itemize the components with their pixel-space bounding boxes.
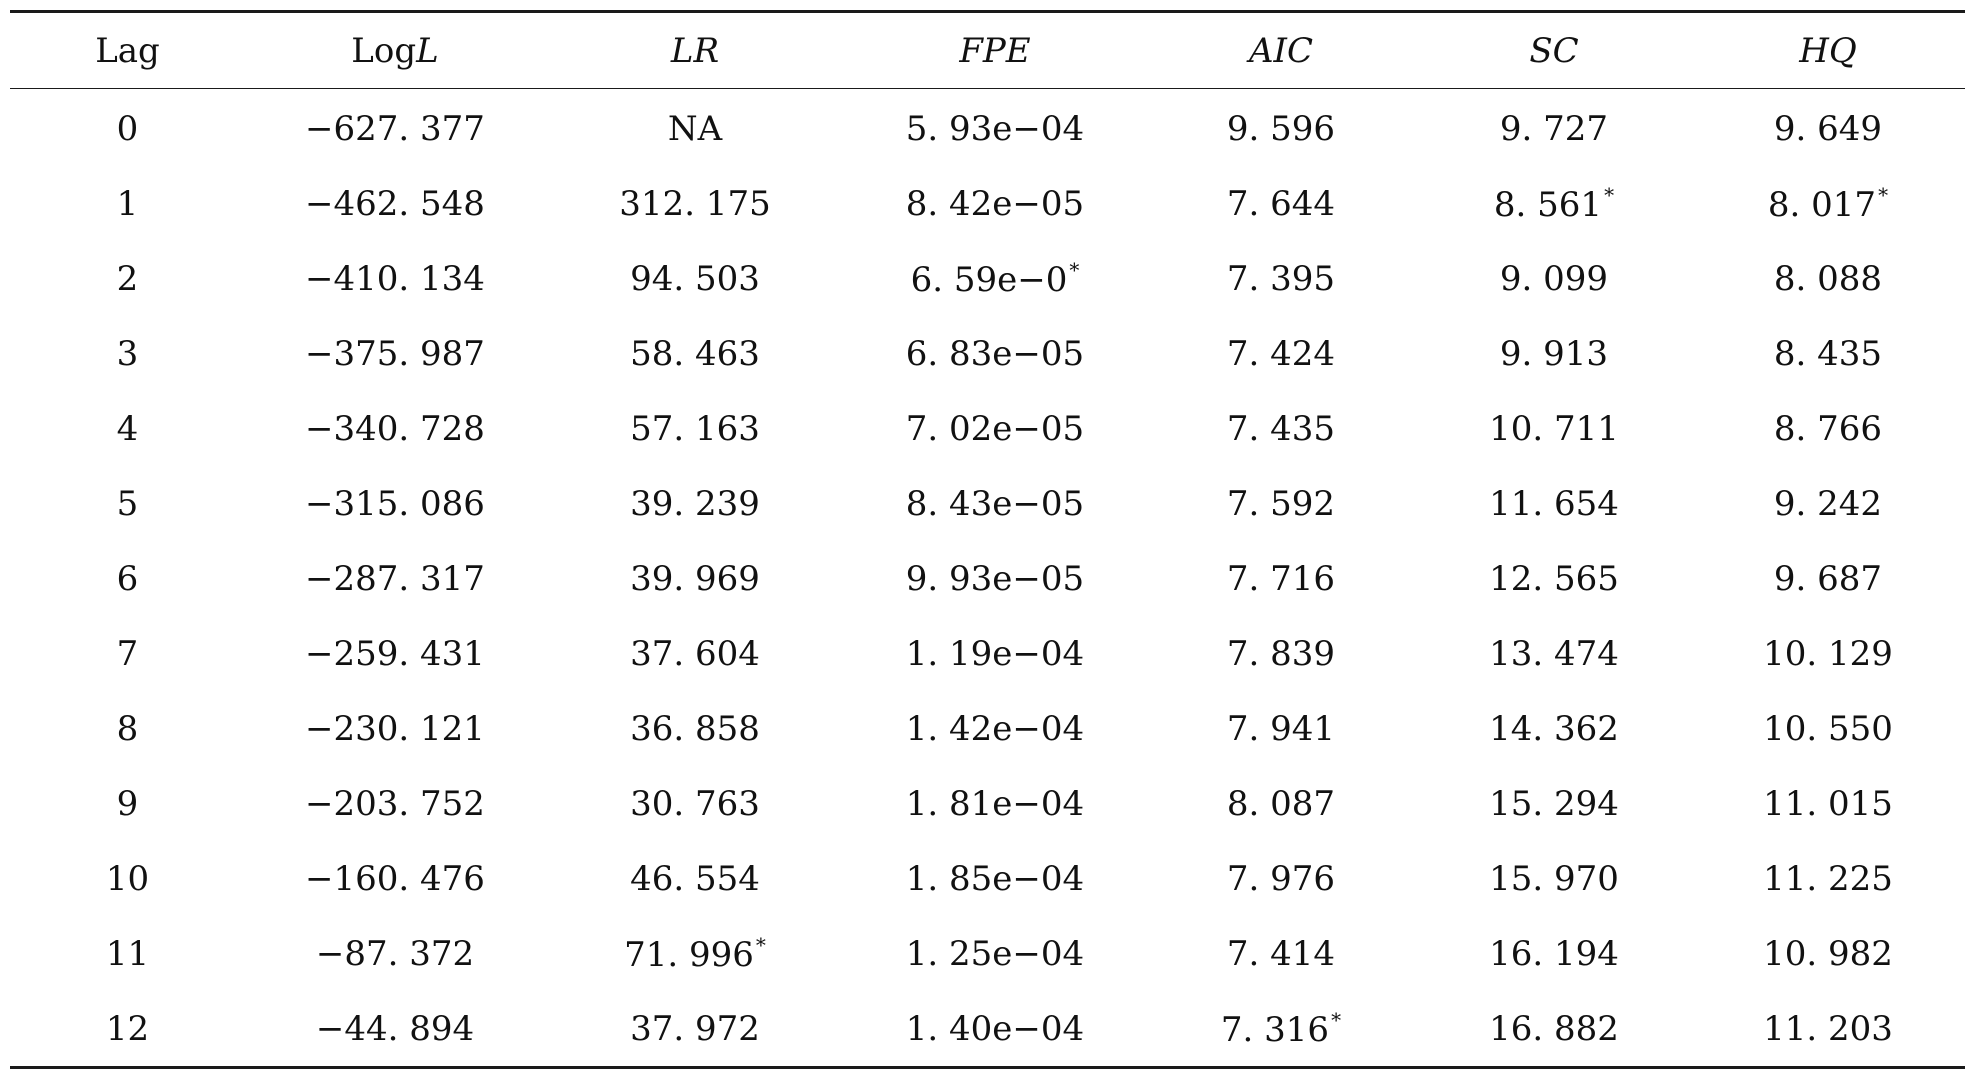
cell-value: −315. 086 [305, 483, 485, 524]
cell-value: 1. 19e−04 [905, 633, 1085, 674]
cell-lr [545, 316, 845, 391]
cell-aic [1145, 541, 1417, 616]
cell-value: 8. 088 [1773, 258, 1883, 299]
cell-value: 9. 596 [1226, 108, 1336, 149]
cell-value: 4 [116, 408, 139, 449]
cell-fpe [845, 166, 1145, 241]
cell-value: 8. 435 [1773, 333, 1883, 374]
significance-marker: * [1331, 1007, 1342, 1032]
cell-fpe [845, 691, 1145, 766]
cell-value: 37. 972 [630, 1008, 760, 1049]
cell-value: 7. 02e−05 [905, 408, 1085, 449]
cell-fpe [845, 241, 1145, 316]
cell-value: 9. 649 [1773, 108, 1883, 149]
cell-lag [10, 316, 245, 391]
cell-lag [10, 841, 245, 916]
cell-sc [1417, 89, 1691, 167]
cell-lr [545, 841, 845, 916]
table-row [10, 541, 1965, 616]
cell-value: 1 [116, 183, 139, 224]
table-row [10, 616, 1965, 691]
cell-value: 46. 554 [630, 858, 760, 899]
cell-value: 7. 414 [1226, 933, 1336, 974]
cell-hq [1691, 691, 1965, 766]
cell-value: −203. 752 [305, 783, 485, 824]
cell-value: 9. 099 [1499, 258, 1609, 299]
table-row [10, 991, 1965, 1068]
cell-value: −462. 548 [305, 183, 485, 224]
cell-value: 2 [116, 258, 139, 299]
header-sc: SC [1529, 30, 1579, 71]
cell-value: 8. 766 [1773, 408, 1883, 449]
cell-fpe [845, 541, 1145, 616]
cell-lag [10, 691, 245, 766]
cell-value: 6. 59e−0 [910, 259, 1068, 300]
cell-logl [245, 541, 545, 616]
cell-value: 15. 294 [1489, 783, 1619, 824]
cell-value: 11. 654 [1489, 483, 1619, 524]
cell-value: 7. 839 [1226, 633, 1336, 674]
cell-lag [10, 89, 245, 167]
cell-sc [1417, 916, 1691, 991]
cell-fpe [845, 916, 1145, 991]
cell-value: 8. 43e−05 [905, 483, 1085, 524]
cell-fpe [845, 316, 1145, 391]
cell-lag [10, 616, 245, 691]
cell-value: 14. 362 [1489, 708, 1619, 749]
cell-value: 7. 435 [1226, 408, 1336, 449]
cell-sc [1417, 391, 1691, 466]
cell-value: 6. 83e−05 [905, 333, 1085, 374]
cell-logl [245, 466, 545, 541]
cell-fpe [845, 391, 1145, 466]
cell-value: 57. 163 [630, 408, 760, 449]
cell-value: 1. 25e−04 [905, 933, 1085, 974]
cell-value: 16. 882 [1489, 1008, 1619, 1049]
significance-marker: * [1878, 182, 1889, 207]
cell-lag [10, 391, 245, 466]
cell-hq [1691, 166, 1965, 241]
cell-aic [1145, 766, 1417, 841]
cell-hq [1691, 766, 1965, 841]
cell-value: 30. 763 [630, 783, 760, 824]
cell-value: 7. 941 [1226, 708, 1336, 749]
cell-value: 7 [116, 633, 139, 674]
cell-value: 71. 996 [624, 934, 754, 975]
cell-value: 9 [116, 783, 139, 824]
cell-value: 8. 017 [1767, 184, 1877, 225]
cell-value: 11. 015 [1763, 783, 1893, 824]
table-row [10, 916, 1965, 991]
cell-lr [545, 916, 845, 991]
cell-logl [245, 991, 545, 1068]
significance-marker: * [755, 932, 766, 957]
cell-value: NA [667, 108, 723, 149]
cell-value: −375. 987 [305, 333, 485, 374]
table-row [10, 89, 1965, 167]
cell-aic [1145, 241, 1417, 316]
cell-lr [545, 241, 845, 316]
cell-fpe [845, 841, 1145, 916]
cell-value: 1. 81e−04 [905, 783, 1085, 824]
cell-value: −230. 121 [305, 708, 485, 749]
cell-value: 9. 727 [1499, 108, 1609, 149]
cell-aic [1145, 916, 1417, 991]
cell-value: 7. 716 [1226, 558, 1336, 599]
header-lag: Lag [95, 30, 160, 71]
cell-value: 1. 42e−04 [905, 708, 1085, 749]
cell-value: −287. 317 [305, 558, 485, 599]
cell-logl [245, 241, 545, 316]
cell-lag [10, 466, 245, 541]
cell-value: 6 [116, 558, 139, 599]
table-row [10, 691, 1965, 766]
header-fpe: FPE [959, 30, 1031, 71]
cell-logl [245, 316, 545, 391]
cell-value: −160. 476 [305, 858, 485, 899]
cell-fpe [845, 466, 1145, 541]
cell-value: 39. 239 [630, 483, 760, 524]
cell-aic [1145, 316, 1417, 391]
cell-value: 8. 561 [1493, 184, 1603, 225]
cell-hq [1691, 391, 1965, 466]
cell-logl [245, 691, 545, 766]
cell-lag [10, 241, 245, 316]
cell-aic [1145, 466, 1417, 541]
cell-value: 36. 858 [630, 708, 760, 749]
cell-value: 11 [105, 933, 150, 974]
cell-value: 9. 687 [1773, 558, 1883, 599]
cell-value: 11. 225 [1763, 858, 1893, 899]
cell-value: 7. 592 [1226, 483, 1336, 524]
cell-value: 39. 969 [630, 558, 760, 599]
header-hq: HQ [1799, 30, 1857, 71]
significance-marker: * [1069, 257, 1080, 282]
table-row [10, 391, 1965, 466]
table-row [10, 316, 1965, 391]
cell-hq [1691, 316, 1965, 391]
cell-value: 94. 503 [630, 258, 760, 299]
cell-logl [245, 766, 545, 841]
cell-value: 5 [116, 483, 139, 524]
cell-value: 10. 550 [1763, 708, 1893, 749]
cell-value: 58. 463 [630, 333, 760, 374]
cell-value: 9. 242 [1773, 483, 1883, 524]
cell-sc [1417, 166, 1691, 241]
cell-hq [1691, 916, 1965, 991]
cell-aic [1145, 616, 1417, 691]
cell-aic [1145, 991, 1417, 1068]
cell-value: 7. 644 [1226, 183, 1336, 224]
cell-fpe [845, 89, 1145, 167]
cell-sc [1417, 766, 1691, 841]
cell-fpe [845, 991, 1145, 1068]
cell-value: −340. 728 [305, 408, 485, 449]
cell-value: 10. 129 [1763, 633, 1893, 674]
cell-sc [1417, 541, 1691, 616]
cell-value: 7. 424 [1226, 333, 1336, 374]
cell-sc [1417, 316, 1691, 391]
cell-value: 5. 93e−04 [905, 108, 1085, 149]
cell-value: −627. 377 [305, 108, 485, 149]
cell-value: 7. 395 [1226, 258, 1336, 299]
cell-hq [1691, 89, 1965, 167]
cell-value: 1. 40e−04 [905, 1008, 1085, 1049]
cell-value: 12. 565 [1489, 558, 1619, 599]
lag-selection-table-container [10, 10, 1965, 1069]
cell-hq [1691, 991, 1965, 1068]
cell-aic [1145, 841, 1417, 916]
cell-value: 8. 42e−05 [905, 183, 1085, 224]
cell-value: 15. 970 [1489, 858, 1619, 899]
cell-sc [1417, 991, 1691, 1068]
cell-lr [545, 391, 845, 466]
significance-marker: * [1604, 182, 1615, 207]
cell-lr [545, 541, 845, 616]
cell-lag [10, 916, 245, 991]
cell-value: 10. 982 [1763, 933, 1893, 974]
cell-value: −410. 134 [305, 258, 485, 299]
table-row [10, 841, 1965, 916]
cell-logl [245, 916, 545, 991]
cell-value: 11. 203 [1763, 1008, 1893, 1049]
cell-aic [1145, 166, 1417, 241]
cell-value: 8 [116, 708, 139, 749]
lag-selection-table [10, 10, 1965, 1069]
cell-value: 1. 85e−04 [905, 858, 1085, 899]
cell-value: 13. 474 [1489, 633, 1619, 674]
cell-lr [545, 89, 845, 167]
cell-value: −87. 372 [315, 933, 475, 974]
cell-sc [1417, 466, 1691, 541]
header-logl: LogL [351, 30, 439, 71]
cell-lag [10, 166, 245, 241]
cell-lr [545, 691, 845, 766]
cell-lr [545, 466, 845, 541]
cell-aic [1145, 691, 1417, 766]
cell-value: 312. 175 [619, 183, 771, 224]
cell-value: 16. 194 [1489, 933, 1619, 974]
cell-hq [1691, 241, 1965, 316]
table-row [10, 466, 1965, 541]
cell-logl [245, 89, 545, 167]
cell-value: −259. 431 [305, 633, 485, 674]
cell-lag [10, 766, 245, 841]
cell-value: 8. 087 [1226, 783, 1336, 824]
table-header-row [10, 12, 1965, 89]
cell-logl [245, 391, 545, 466]
cell-lr [545, 166, 845, 241]
cell-value: 12 [105, 1008, 150, 1049]
cell-logl [245, 616, 545, 691]
cell-value: 10. 711 [1489, 408, 1619, 449]
cell-value: −44. 894 [315, 1008, 475, 1049]
cell-value: 0 [116, 108, 139, 149]
cell-aic [1145, 391, 1417, 466]
cell-lr [545, 616, 845, 691]
cell-logl [245, 166, 545, 241]
table-row [10, 766, 1965, 841]
cell-value: 10 [105, 858, 150, 899]
cell-sc [1417, 691, 1691, 766]
cell-value: 7. 316 [1220, 1009, 1330, 1050]
cell-hq [1691, 616, 1965, 691]
cell-aic [1145, 89, 1417, 167]
cell-value: 9. 93e−05 [905, 558, 1085, 599]
cell-fpe [845, 766, 1145, 841]
cell-sc [1417, 616, 1691, 691]
cell-value: 3 [116, 333, 139, 374]
cell-lr [545, 991, 845, 1068]
header-aic: AIC [1249, 30, 1313, 71]
cell-lag [10, 541, 245, 616]
table-body [10, 89, 1965, 1068]
cell-value: 9. 913 [1499, 333, 1609, 374]
cell-sc [1417, 241, 1691, 316]
cell-hq [1691, 541, 1965, 616]
table-row [10, 166, 1965, 241]
cell-value: 7. 976 [1226, 858, 1336, 899]
cell-hq [1691, 466, 1965, 541]
header-lr: LR [670, 30, 720, 71]
cell-sc [1417, 841, 1691, 916]
cell-fpe [845, 616, 1145, 691]
cell-value: 37. 604 [630, 633, 760, 674]
cell-lag [10, 991, 245, 1068]
cell-hq [1691, 841, 1965, 916]
cell-lr [545, 766, 845, 841]
table-row [10, 241, 1965, 316]
cell-logl [245, 841, 545, 916]
